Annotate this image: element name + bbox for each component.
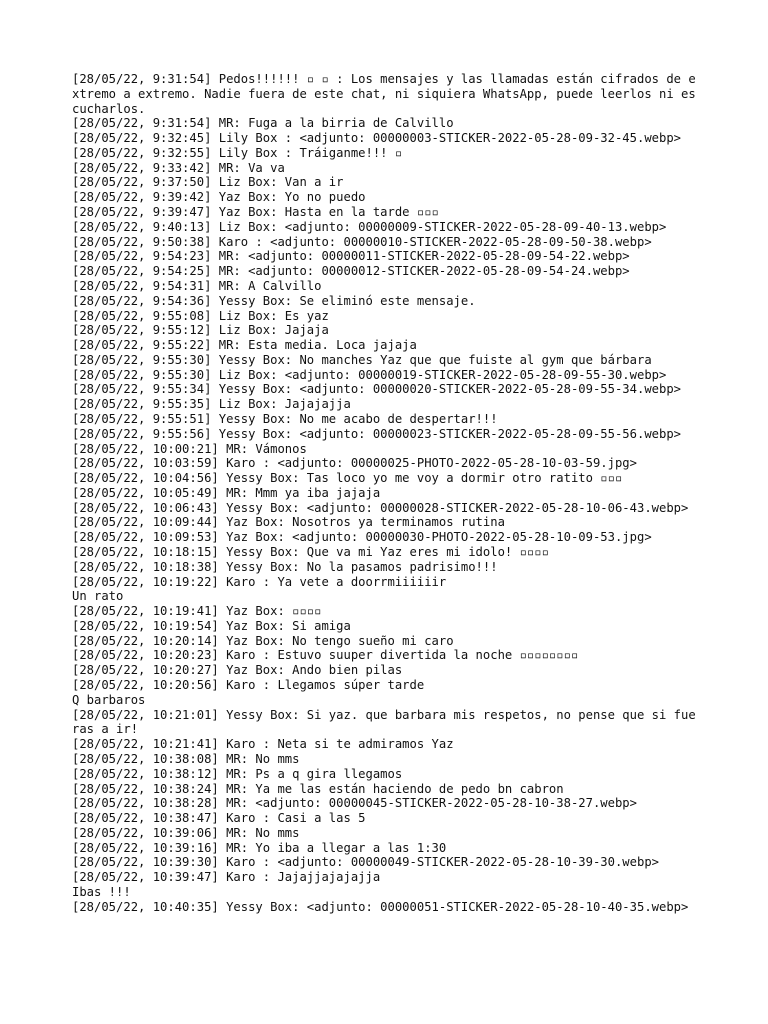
chat-line: [28/05/22, 10:20:56] Karo : Llegamos súper tarde bbox=[72, 678, 425, 693]
chat-line: [28/05/22, 9:40:13] Liz Box: <adjunto: 00000009-STICKER-2022-05-28-09-40-13.webp> bbox=[72, 219, 667, 234]
chat-line: [28/05/22, 9:32:45] Lily Box : <adjunto: 00000003-STICKER-2022-05-28-09-32-45.webp> bbox=[72, 131, 682, 146]
chat-line-continuation: Ibas !!! bbox=[72, 884, 131, 899]
chat-line: [28/05/22, 9:32:55] Lily Box : Tráiganme!!! ▫ bbox=[72, 145, 403, 160]
chat-line: [28/05/22, 9:55:22] MR: Esta media. Loca jajaja bbox=[72, 338, 417, 353]
chat-line: [28/05/22, 10:04:56] Yessy Box: Tas loco yo me voy a dormir otro ratito ▫▫▫ bbox=[72, 471, 623, 486]
chat-line: [28/05/22, 10:38:24] MR: Ya me las están haciendo de pedo bn cabron bbox=[72, 781, 564, 796]
chat-line: [28/05/22, 9:50:38] Karo : <adjunto: 00000010-STICKER-2022-05-28-09-50-38.webp> bbox=[72, 234, 652, 249]
chat-line: [28/05/22, 9:55:30] Liz Box: <adjunto: 00000019-STICKER-2022-05-28-09-55-30.webp> bbox=[72, 367, 667, 382]
chat-line: [28/05/22, 9:39:42] Yaz Box: Yo no puedo bbox=[72, 190, 366, 205]
chat-line: [28/05/22, 10:21:01] Yessy Box: Si yaz. que barbara mis respetos, no pense que si fueras a ir! bbox=[72, 707, 696, 737]
chat-line: [28/05/22, 10:38:08] MR: No mms bbox=[72, 751, 300, 766]
chat-line: [28/05/22, 10:19:54] Yaz Box: Si amiga bbox=[72, 618, 351, 633]
chat-line: [28/05/22, 10:09:44] Yaz Box: Nosotros ya terminamos rutina bbox=[72, 515, 505, 530]
chat-line: [28/05/22, 10:38:28] MR: <adjunto: 00000045-STICKER-2022-05-28-10-38-27.webp> bbox=[72, 796, 637, 811]
chat-line: [28/05/22, 10:39:30] Karo : <adjunto: 00000049-STICKER-2022-05-28-10-39-30.webp> bbox=[72, 855, 659, 870]
chat-line: [28/05/22, 9:55:30] Yessy Box: No manches Yaz que que fuiste al gym que bárbara bbox=[72, 352, 652, 367]
chat-line: [28/05/22, 10:06:43] Yessy Box: <adjunto: 00000028-STICKER-2022-05-28-10-06-43.webp> bbox=[72, 500, 689, 515]
chat-line: [28/05/22, 9:54:25] MR: <adjunto: 00000012-STICKER-2022-05-28-09-54-24.webp> bbox=[72, 264, 630, 279]
chat-line-continuation: Q barbaros bbox=[72, 692, 146, 707]
chat-line: [28/05/22, 10:38:47] Karo : Casi a las 5 bbox=[72, 811, 366, 826]
chat-line: [28/05/22, 10:39:16] MR: Yo iba a llegar a las 1:30 bbox=[72, 840, 447, 855]
chat-line: [28/05/22, 9:31:54] MR: Fuga a la birria de Calvillo bbox=[72, 116, 454, 131]
chat-line: [28/05/22, 10:00:21] MR: Vámonos bbox=[72, 441, 307, 456]
chat-line: [28/05/22, 9:39:47] Yaz Box: Hasta en la tarde ▫▫▫ bbox=[72, 205, 439, 220]
chat-log bbox=[72, 72, 700, 915]
chat-line: [28/05/22, 10:19:22] Karo : Ya vete a doorrmiiiiiir bbox=[72, 574, 447, 589]
chat-line: [28/05/22, 9:55:08] Liz Box: Es yaz bbox=[72, 308, 329, 323]
chat-line: [28/05/22, 9:54:36] Yessy Box: Se eliminó este mensaje. bbox=[72, 293, 476, 308]
chat-line: [28/05/22, 10:39:47] Karo : Jajajjajajajja bbox=[72, 870, 381, 885]
chat-line: [28/05/22, 9:55:12] Liz Box: Jajaja bbox=[72, 323, 329, 338]
chat-line: [28/05/22, 9:54:31] MR: A Calvillo bbox=[72, 278, 322, 293]
chat-line: [28/05/22, 9:55:34] Yessy Box: <adjunto: 00000020-STICKER-2022-05-28-09-55-34.webp> bbox=[72, 382, 682, 397]
chat-line: [28/05/22, 9:31:54] Pedos!!!!!! ▫ ▫ : Los mensajes y las llamadas están cifrados de extremo a extremo. Nadie fuera de este chat, ni siquiera WhatsApp, puede leerlos ni escucharlos. bbox=[72, 72, 696, 116]
chat-line: [28/05/22, 9:33:42] MR: Va va bbox=[72, 160, 285, 175]
chat-line: [28/05/22, 10:21:41] Karo : Neta si te admiramos Yaz bbox=[72, 737, 454, 752]
chat-line: [28/05/22, 9:37:50] Liz Box: Van a ir bbox=[72, 175, 344, 190]
chat-line-continuation: Un rato bbox=[72, 589, 124, 604]
chat-line: [28/05/22, 9:54:23] MR: <adjunto: 00000011-STICKER-2022-05-28-09-54-22.webp> bbox=[72, 249, 630, 264]
chat-line: [28/05/22, 9:55:51] Yessy Box: No me acabo de despertar!!! bbox=[72, 411, 498, 426]
chat-line: [28/05/22, 10:19:41] Yaz Box: ▫▫▫▫ bbox=[72, 604, 322, 619]
chat-line: [28/05/22, 10:20:27] Yaz Box: Ando bien pilas bbox=[72, 663, 403, 678]
chat-line: [28/05/22, 10:03:59] Karo : <adjunto: 00000025-PHOTO-2022-05-28-10-03-59.jpg> bbox=[72, 456, 637, 471]
chat-line: [28/05/22, 10:40:35] Yessy Box: <adjunto: 00000051-STICKER-2022-05-28-10-40-35.webp> bbox=[72, 899, 689, 914]
chat-line: [28/05/22, 10:18:15] Yessy Box: Que va mi Yaz eres mi idolo! ▫▫▫▫ bbox=[72, 545, 549, 559]
chat-line: [28/05/22, 10:20:23] Karo : Estuvo suuper divertida la noche ▫▫▫▫▫▫▫▫ bbox=[72, 648, 579, 663]
chat-line: [28/05/22, 10:38:12] MR: Ps a q gira llegamos bbox=[72, 766, 403, 781]
chat-line: [28/05/22, 10:20:14] Yaz Box: No tengo sueño mi caro bbox=[72, 633, 454, 648]
chat-line: [28/05/22, 10:18:38] Yessy Box: No la pasamos padrisimo!!! bbox=[72, 559, 498, 574]
chat-line: [28/05/22, 9:55:56] Yessy Box: <adjunto: 00000023-STICKER-2022-05-28-09-55-56.webp> bbox=[72, 426, 682, 441]
chat-line: [28/05/22, 10:05:49] MR: Mmm ya iba jajaja bbox=[72, 485, 381, 500]
chat-line: [28/05/22, 10:09:53] Yaz Box: <adjunto: 00000030-PHOTO-2022-05-28-10-09-53.jpg> bbox=[72, 530, 652, 545]
chat-line: [28/05/22, 10:39:06] MR: No mms bbox=[72, 825, 300, 840]
chat-line: [28/05/22, 9:55:35] Liz Box: Jajajajja bbox=[72, 397, 351, 412]
